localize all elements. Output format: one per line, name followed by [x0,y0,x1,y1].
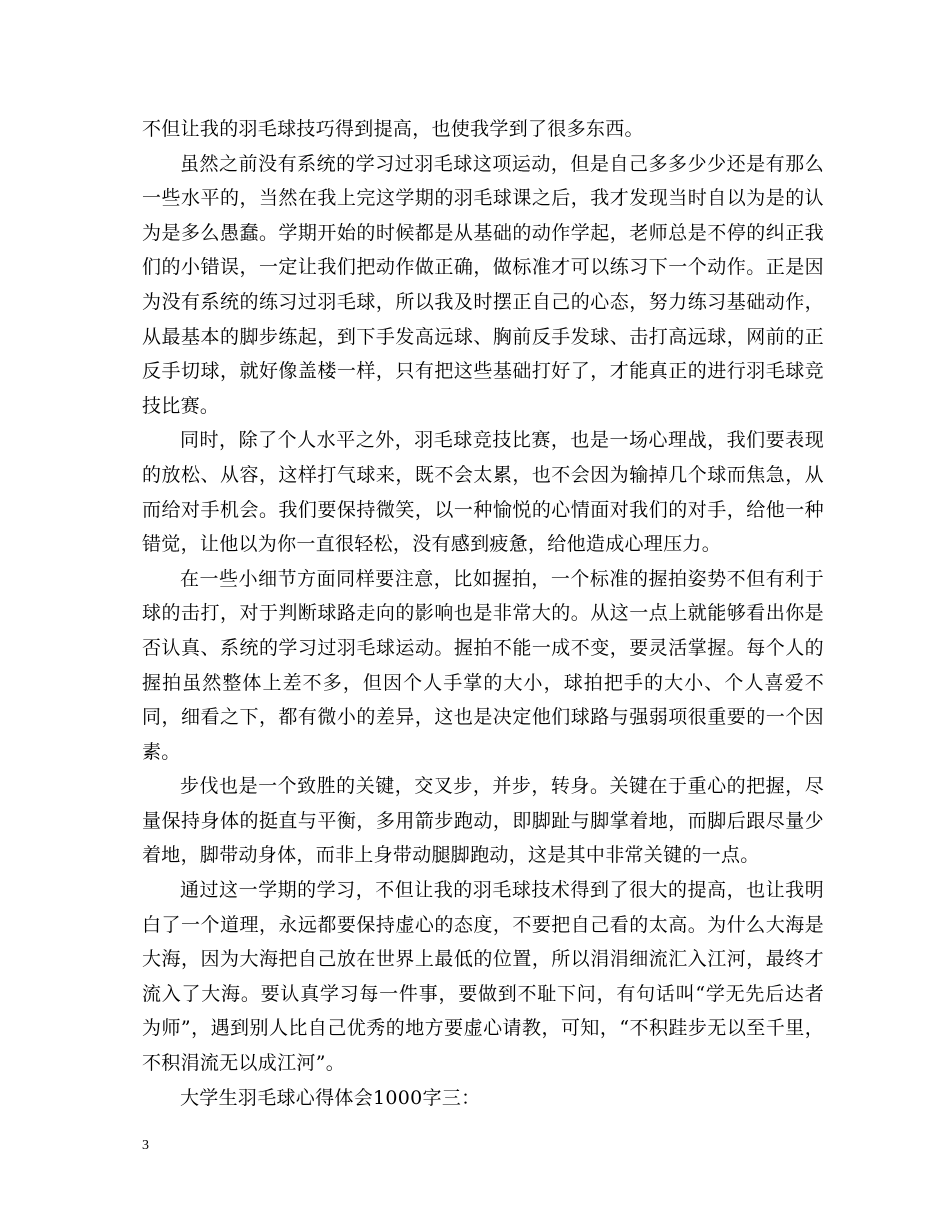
paragraph-systematic-learning: 虽然之前没有系统的学习过羽毛球这项运动，但是自己多多少少还是有那么一些水平的，当然在我上完这学期的羽毛球课之后，我才发现当时自以为是的认为是多么愚蠢。学期开始的时候都是从基础的动作学起，老师总是不停的纠正我们的小错误，一定让我们把动作做正确，做标准才可以练习下一个动作。正是因为没有系统的练习过羽毛球，所以我及时摆正自己的心态，努力练习基础动作，从最基本的脚步练起，到下手发高远球、胸前反手发球、击打高远球，网前的正反手切球，就好像盖楼一样，只有把这些基础打好了，才能真正的进行羽毛球竞技比赛。 [142,152,824,417]
section-heading: 大学生羽毛球心得体会1000字三： [180,1086,481,1109]
paragraph-mental-game: 同时，除了个人水平之外，羽毛球竞技比赛，也是一场心理战，我们要表现的放松、从容，这样打气球来，既不会太累，也不会因为输掉几个球而焦急，从而给对手机会。我们要保持微笑，以一种愉悦的心情面对我们的对手，给他一种错觉，让他以为你一直很轻松，没有感到疲惫，给他造成心理压力。 [142,429,824,556]
paragraph-lessons-learned: 通过这一学期的学习，不但让我的羽毛球技术得到了很大的提高，也让我明白了一个道理，永远都要保持虚心的态度，不要把自己看的太高。为什么大海是大海，因为大海把自己放在世界上最低的位置，所以涓涓细流汇入江河，最终才流入了大海。要认真学习每一件事，要做到不耻下问，有句话叫“学无先后达者为师”，遇到别人比自己优秀的地方要虚心请教，可知，“不积跬步无以至千里，不积涓流无以成江河”。 [142,879,824,1075]
document-body [142,112,824,1115]
paragraph-continuation: 不但让我的羽毛球技巧得到提高，也使我学到了很多东西。 [142,118,644,140]
page-number: 3 [142,1138,149,1153]
paragraph-footwork: 步伐也是一个致胜的关键，交叉步，并步，转身。关键在于重心的把握，尽量保持身体的挺直与平衡，多用箭步跑动，即脚趾与脚掌着地，而脚后跟尽量少着地，脚带动身体，而非上身带动腿脚跑动，这是其中非常关键的一点。 [142,775,824,867]
paragraph-grip-details: 在一些小细节方面同样要注意，比如握拍，一个标准的握拍姿势不但有利于球的击打，对于判断球路走向的影响也是非常大的。从这一点上就能够看出你是否认真、系统的学习过羽毛球运动。握拍不能一成不变，要灵活掌握。每个人的握拍虽然整体上差不多，但因个人手掌的大小，球拍把手的大小、个人喜爱不同，细看之下，都有微小的差异，这也是决定他们球路与强弱项很重要的一个因素。 [142,567,824,763]
